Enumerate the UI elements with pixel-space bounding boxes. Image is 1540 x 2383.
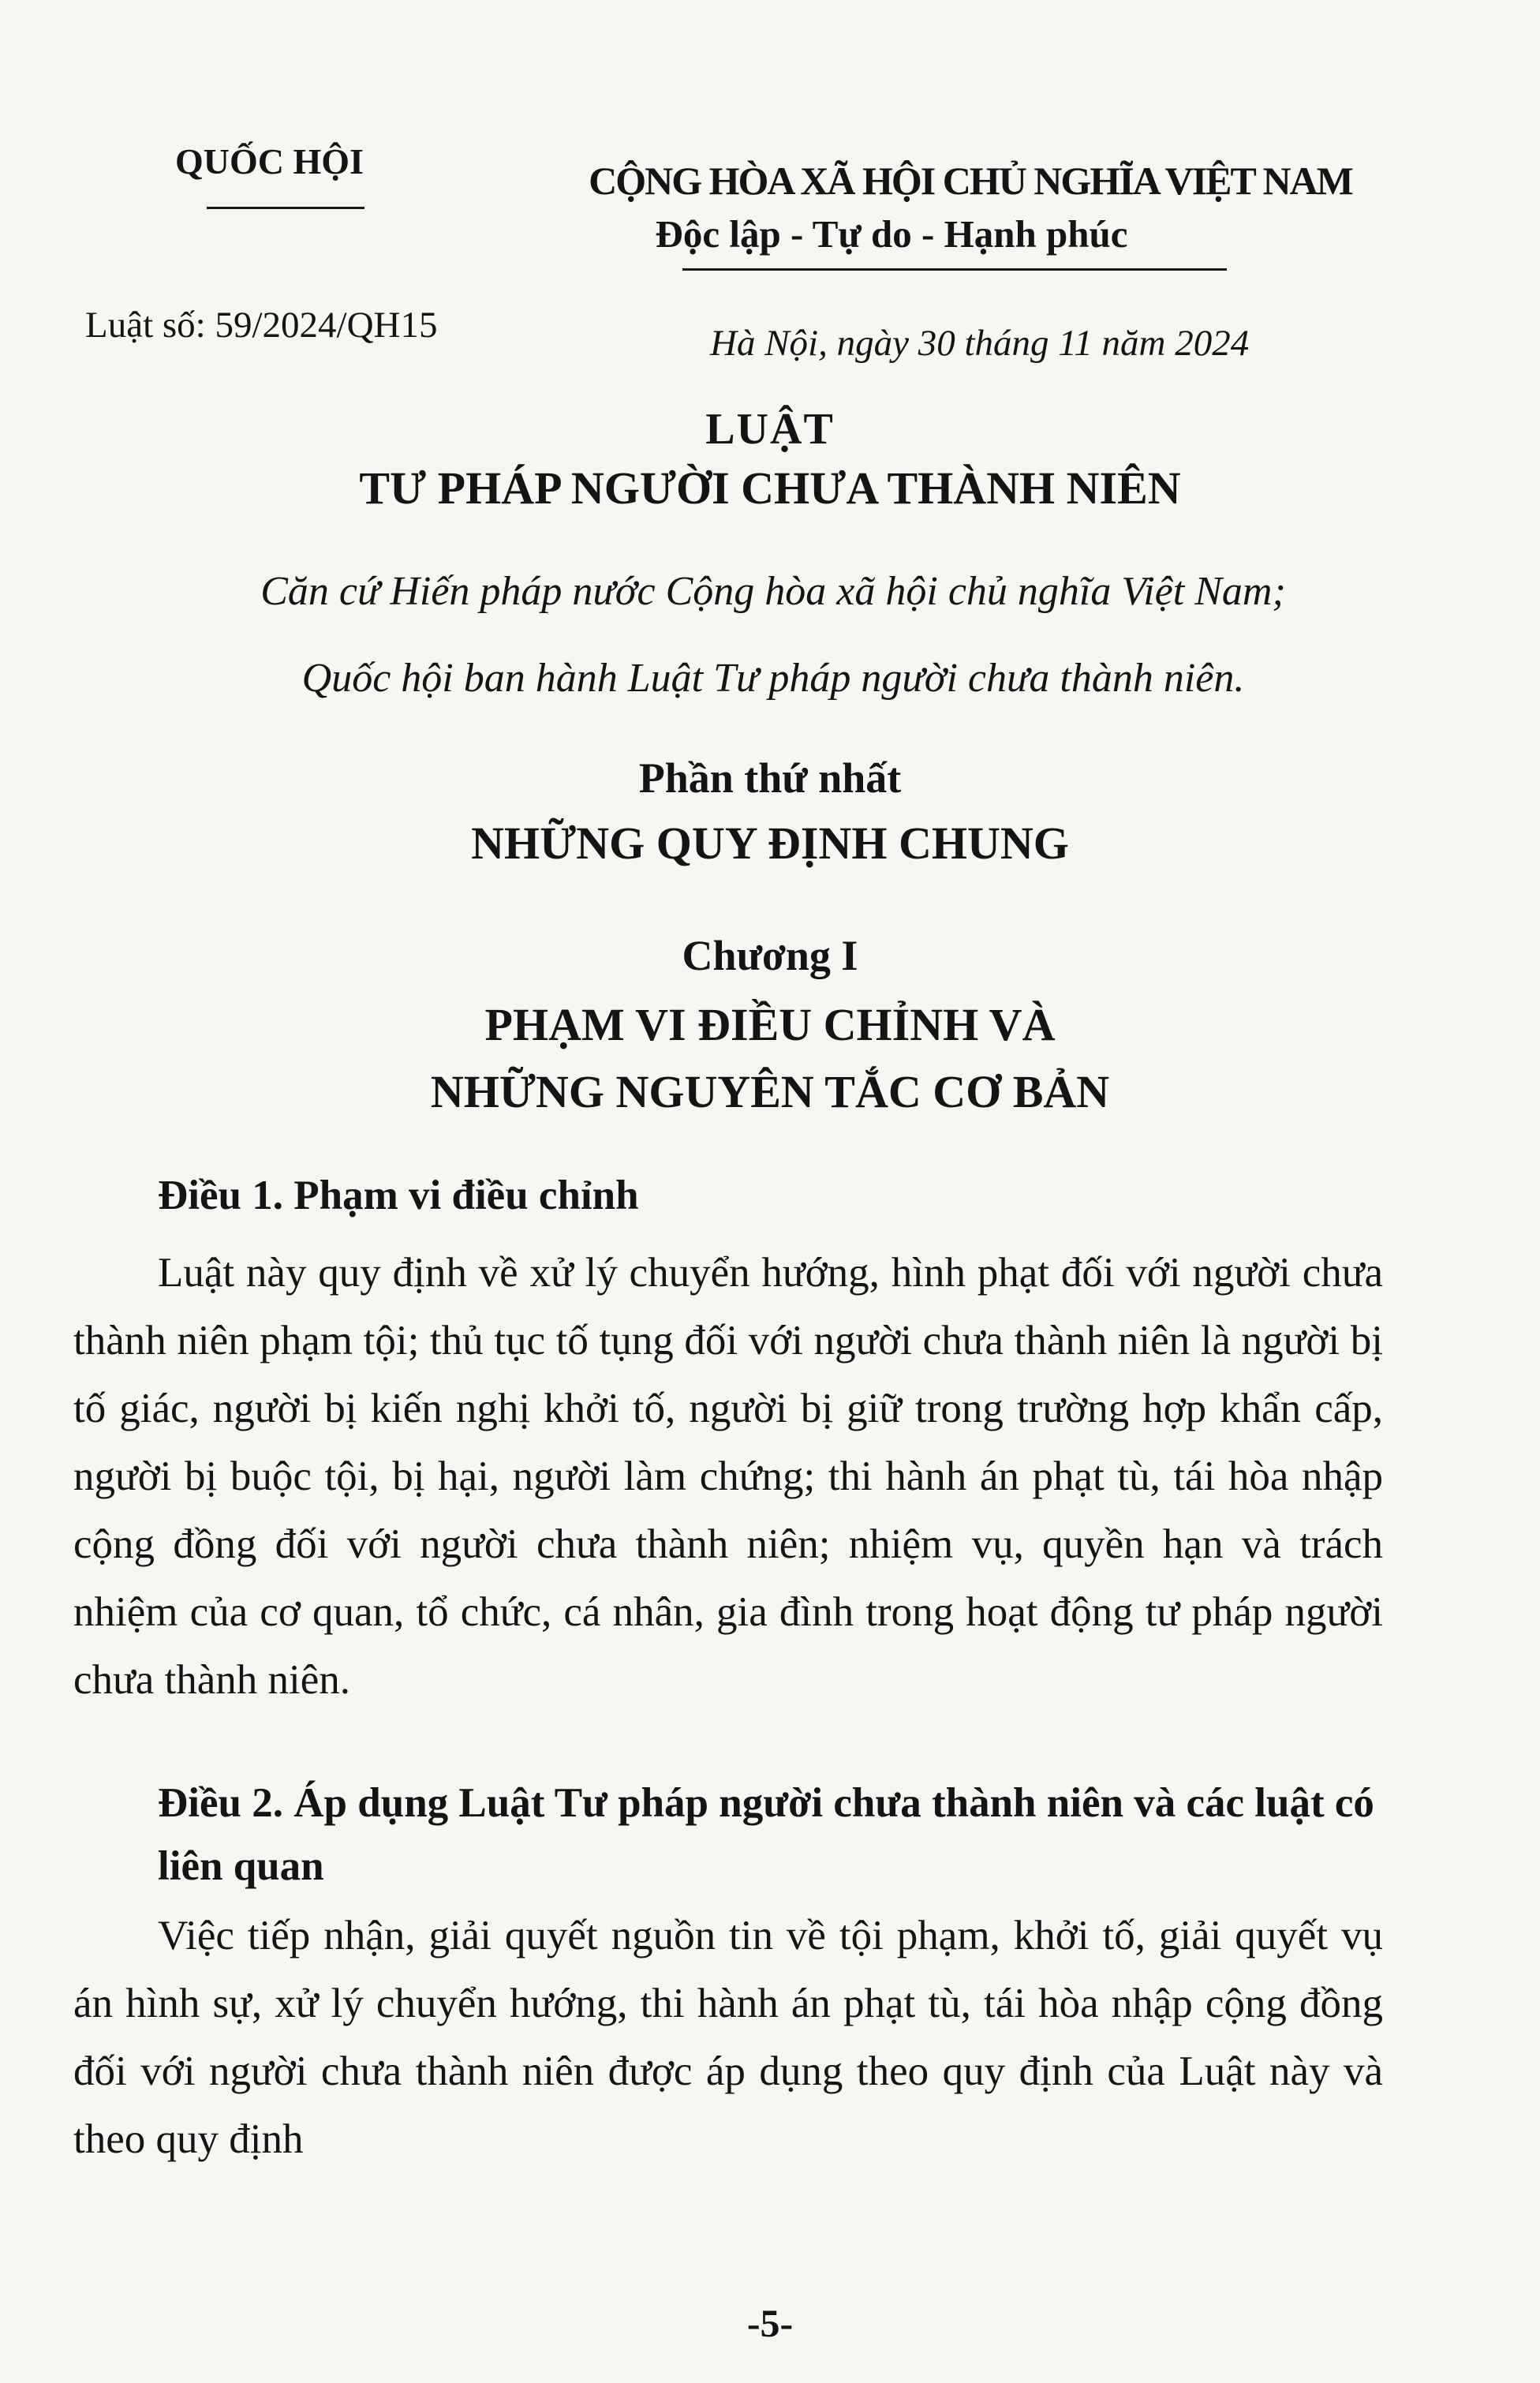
issuing-body-underline (207, 207, 364, 209)
chapter-title-line-2: NHỮNG NGUYÊN TẮC CƠ BẢN (430, 1066, 1110, 1117)
issuing-body: QUỐC HỘI (175, 141, 364, 181)
article-2-heading: Điều 2. Áp dụng Luật Tư pháp người chưa thành niên và các luật có liên quan (158, 1780, 1374, 1889)
page-number: -5- (746, 2301, 794, 2345)
country-name: CỘNG HÒA XÃ HỘI CHỦ NGHĨA VIỆT NAM (589, 159, 1352, 203)
article-2-text: Việc tiếp nhận, giải quyết nguồn tin về tội phạm, khởi tố, giải quyết vụ án hình sự, xử lý chuyển hướng, thi hành án phạt tù, tái hòa nhập cộng đồng đối với người chưa thành niên được áp dụng theo quy định của Luật này và theo quy định (73, 1913, 1383, 2162)
promulgation-line: Quốc hội ban hành Luật Tư pháp người chưa thành niên. (301, 656, 1245, 701)
place-date: Hà Nội, ngày 30 tháng 11 năm 2024 (710, 323, 1250, 364)
legal-basis-line: Căn cứ Hiến pháp nước Cộng hòa xã hội chủ nghĩa Việt Nam; (260, 569, 1286, 614)
article-1-heading: Điều 1. Phạm vi điều chỉnh (158, 1173, 639, 1218)
national-motto: Độc lập - Tự do - Hạnh phúc (655, 212, 1128, 256)
part-title: NHỮNG QUY ĐỊNH CHUNG (471, 817, 1069, 869)
document-title: TƯ PHÁP NGƯỜI CHƯA THÀNH NIÊN (359, 462, 1181, 514)
article-1-text: Luật này quy định về xử lý chuyển hướng, hình phạt đối với người chưa thành niên phạm tội; thủ tục tố tụng đối với người chưa thành niên là người bị tố giác, người bị kiến nghị khởi tố, người bị giữ trong trường hợp khẩn cấp, người bị buộc tội, bị hại, người làm chứng; thi hành án phạt tù, tái hòa nhập cộng đồng đối với người chưa thành niên; nhiệm vụ, quyền hạn và trách nhiệm của cơ quan, tổ chức, cá nhân, gia đình trong hoạt động tư pháp người chưa thành niên. (73, 1250, 1383, 1703)
part-label: Phần thứ nhất (638, 754, 902, 802)
law-number: Luật số: 59/2024/QH15 (85, 305, 438, 346)
document-type: LUẬT (705, 405, 835, 454)
chapter-title-line-1: PHẠM VI ĐIỀU CHỈNH VÀ (484, 999, 1056, 1050)
chapter-label: Chương I (682, 932, 858, 979)
motto-underline (682, 268, 1227, 271)
